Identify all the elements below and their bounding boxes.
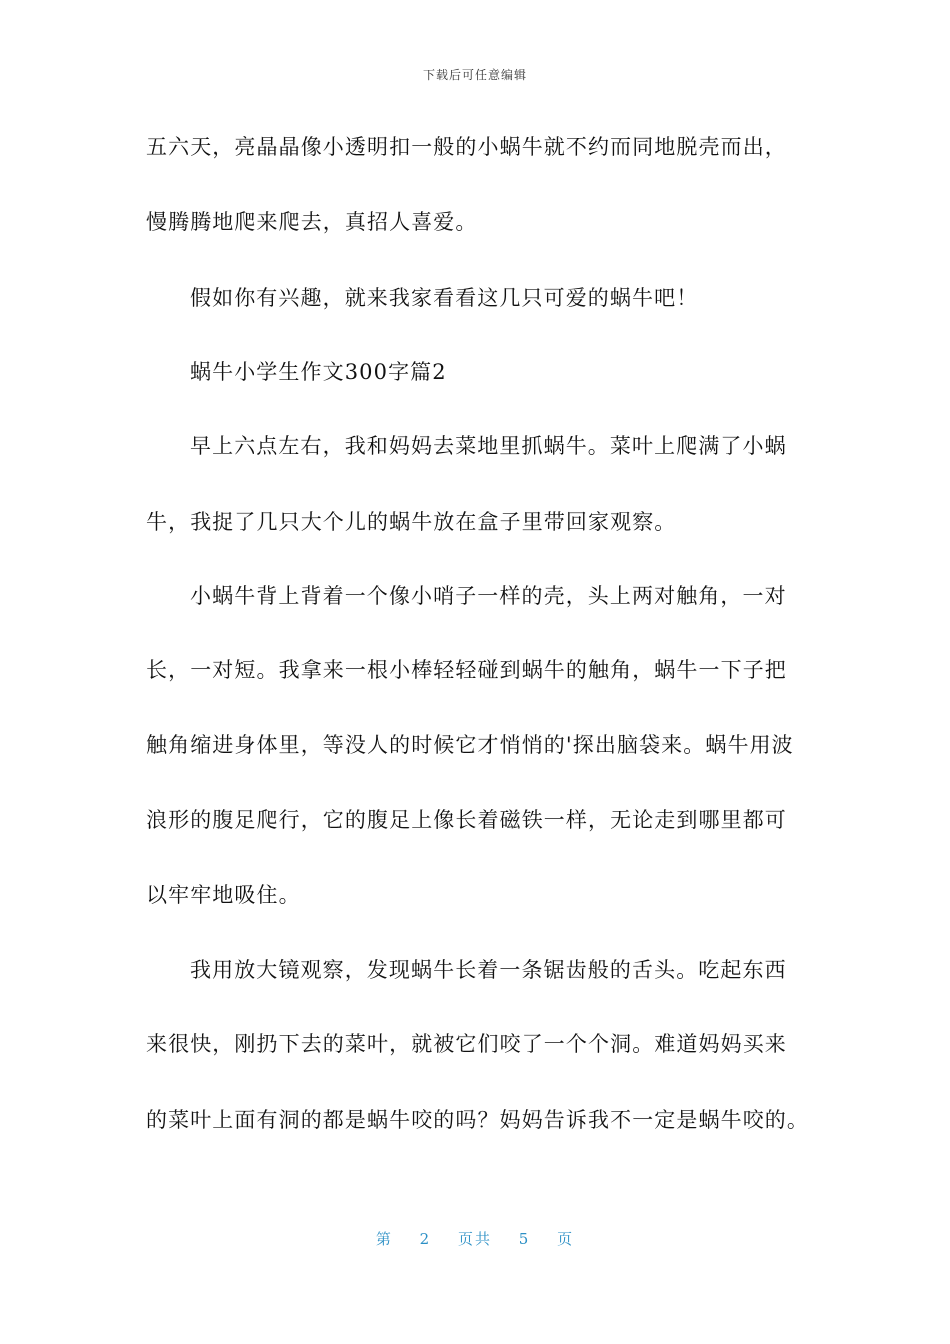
section-heading: 蜗牛小学生作文300字篇2: [190, 360, 447, 384]
paragraph-line: 来很快，刚扔下去的菜叶，就被它们咬了一个个洞。难道妈妈买来: [146, 1032, 787, 1056]
paragraph-line: 小蜗牛背上背着一个像小哨子一样的壳，头上两对触角，一对: [190, 584, 787, 608]
page-suffix: 页: [557, 1230, 575, 1248]
paragraph-line: 的菜叶上面有洞的都是蜗牛咬的吗？妈妈告诉我不一定是蜗牛咬的。: [146, 1108, 809, 1132]
page-label: 第: [375, 1230, 393, 1248]
paragraph-line: 浪形的腹足爬行，它的腹足上像长着磁铁一样，无论走到哪里都可: [146, 808, 787, 832]
paragraph-line: 长，一对短。我拿来一根小棒轻轻碰到蜗牛的触角，蜗牛一下子把: [146, 658, 787, 682]
page-number: 2: [419, 1230, 432, 1248]
page-of-label: 页共: [457, 1230, 492, 1248]
paragraph-line: 假如你有兴趣，就来我家看看这几只可爱的蜗牛吧！: [190, 286, 699, 310]
paragraph-line: 触角缩进身体里，等没人的时候它才悄悄的'探出脑袋来。蜗牛用波: [146, 733, 794, 757]
paragraph-line: 慢腾腾地爬来爬去，真招人喜爱。: [146, 210, 478, 234]
paragraph-line: 牛，我捉了几只大个儿的蜗牛放在盒子里带回家观察。: [146, 510, 677, 534]
total-pages: 5: [518, 1230, 531, 1248]
paragraph-line: 早上六点左右，我和妈妈去菜地里抓蜗牛。菜叶上爬满了小蜗: [190, 434, 787, 458]
paragraph-line: 我用放大镜观察，发现蜗牛长着一条锯齿般的舌头。吃起东西: [190, 958, 787, 982]
paragraph-line: 以牢牢地吸住。: [146, 883, 301, 907]
paragraph-line: 五六天，亮晶晶像小透明扣一般的小蜗牛就不约而同地脱壳而出，: [146, 135, 787, 159]
page-footer: [0, 1228, 950, 1249]
page-header: 下载后可任意编辑: [422, 68, 527, 82]
